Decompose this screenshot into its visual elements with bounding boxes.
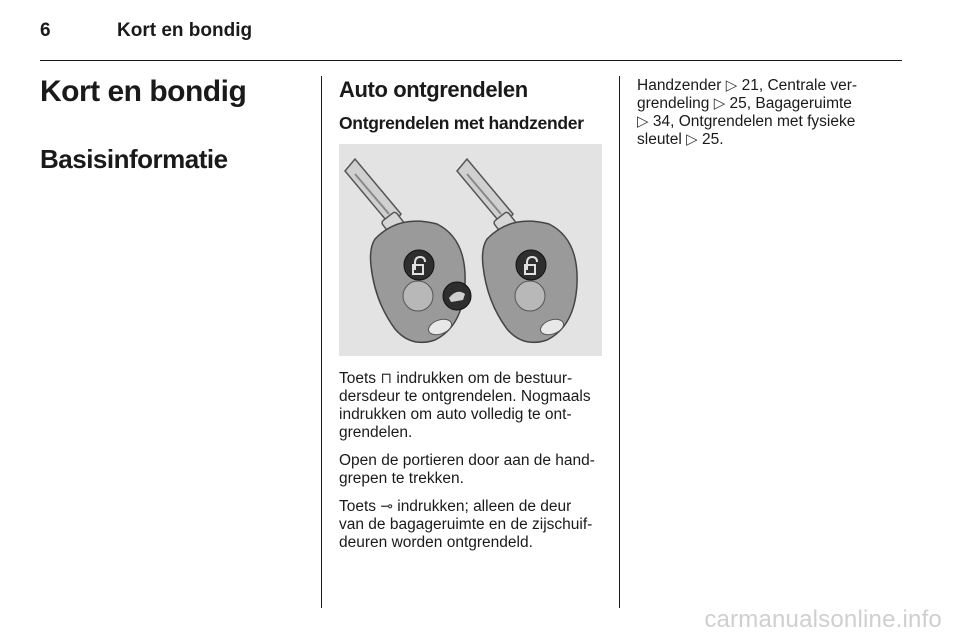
chapter-title: Kort en bondig <box>40 75 247 108</box>
reference-arrow-icon: ▷ <box>637 113 649 130</box>
remote-key-illustration <box>345 159 471 342</box>
reference-arrow-icon: ▷ <box>725 77 738 94</box>
subsection-heading: Ontgrendelen met handzender <box>339 113 584 133</box>
van-rear-door-icon: ⊸ <box>380 498 393 515</box>
paragraph: Toets ⊓ indrukken om de bestuur- dersdeur te ontgrendelen. Nogmaals indrukken om auto volledig te ont- grendelen. <box>339 370 591 441</box>
section-heading: Auto ontgrendelen <box>339 77 528 102</box>
middle-column <box>339 77 605 134</box>
paragraph: Toets ⊸ indrukken; alleen de deur van de bagageruimte en de zijschuif- deuren worden ontgrendeld. <box>339 498 593 551</box>
remote-key-illustration <box>457 159 577 342</box>
watermark: carmanualsonline.info <box>704 606 942 633</box>
column-divider <box>321 76 322 608</box>
remote-key-figure <box>339 144 602 356</box>
page-number: 6 <box>40 20 51 41</box>
cross-references <box>637 77 902 149</box>
unlock-icon: ⊓ <box>380 370 393 387</box>
section-title: Basisinformatie <box>40 144 228 174</box>
header-rule <box>40 60 902 61</box>
column-divider <box>619 76 620 608</box>
paragraph: Open de portieren door aan de hand- grepen te trekken. <box>339 452 595 487</box>
reference-paragraph: Handzender ▷ 21, Centrale ver- grendeling ▷ 25, Bagageruimte ▷ 34, Ontgrendelen met fysieke sleutel ▷ 25. <box>637 77 858 148</box>
reference-arrow-icon: ▷ <box>713 95 726 112</box>
reference-arrow-icon: ▷ <box>686 131 698 148</box>
running-title: Kort en bondig <box>117 20 253 41</box>
instructions <box>339 370 605 562</box>
